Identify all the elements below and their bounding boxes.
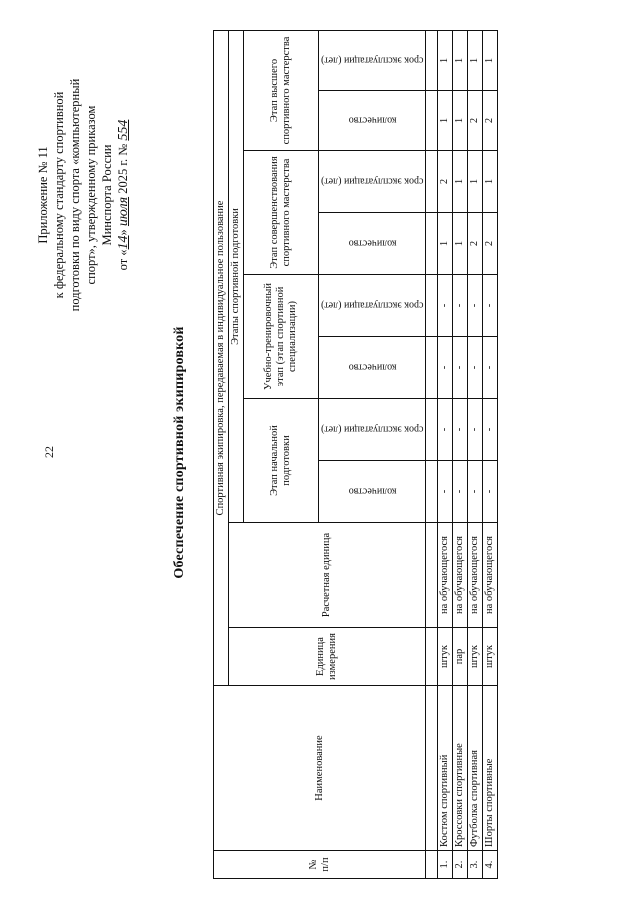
cell-s4-qty: 2 [483,91,498,151]
cell-name: Кроссовки спортивные [453,686,468,851]
cell-unit: штук [468,628,483,686]
cell-s2-term: - [453,275,468,337]
cell-s2-qty: - [468,337,483,399]
appendix-line-3: подготовки по виду спорта «компьютерный [68,78,82,312]
cell-s2-qty: - [483,337,498,399]
document-title: Обеспечение спортивной экипировкой [172,326,187,579]
page-number: 22 [42,446,56,458]
cell-s4-qty: 2 [468,91,483,151]
appendix-block [35,30,132,360]
header-term: срок эксплуатации (лет) [319,399,426,461]
table-row [483,30,498,878]
cell-s1-qty: - [453,461,468,523]
cell-calc: на обучающегося [483,523,498,628]
header-stage-2: Учебно-тренировочный этап (этап спортивной специализации) [244,275,319,399]
cell-num: 4. [483,851,498,879]
appendix-line-1: Приложение № 11 [36,146,50,244]
cell-s1-term: - [438,399,453,461]
cell-num: 1. [438,851,453,879]
header-term: срок эксплуатации (лет) [319,30,426,90]
cell-num: 3. [468,851,483,879]
header-name: Наименование [214,686,426,851]
cell-s1-term: - [453,399,468,461]
cell-s3-term: 2 [438,151,453,213]
cell-s3-term: 1 [468,151,483,213]
cell-s3-qty: 1 [453,213,468,275]
cell-name: Футболка спортивная [468,686,483,851]
header-stage-1: Этап начальной подготовки [244,399,319,523]
date-month: июля [116,196,131,227]
column-number-row [426,30,438,878]
cell-s1-qty: - [483,461,498,523]
date-prefix: от « [116,249,130,271]
header-term: срок эксплуатации (лет) [319,151,426,213]
cell-s1-qty: - [438,461,453,523]
cell-s3-term: 1 [453,151,468,213]
cell-unit: штук [438,628,453,686]
header-qty: количество [319,461,426,523]
date-mid: » [116,226,130,236]
cell-s4-qty: 1 [438,91,453,151]
header-unit: Единица измерения [229,628,426,686]
header-term: срок эксплуатации (лет) [319,275,426,337]
cell-s2-qty: - [438,337,453,399]
header-stages: Этапы спортивной подготовки [229,30,244,522]
header-calc-unit: Расчетная единица [229,523,426,628]
cell-s2-qty: - [453,337,468,399]
appendix-line-4: спорт», утвержденному приказом [84,105,98,285]
cell-s3-qty: 2 [468,213,483,275]
cell-calc: на обучающегося [438,523,453,628]
appendix-line-2: к федеральному стандарту спортивной [52,91,66,299]
cell-s4-term: 1 [468,30,483,90]
cell-num: 2. [453,851,468,879]
order-number: 554 [116,119,131,141]
cell-s4-term: 1 [438,30,453,90]
table-row [438,30,453,878]
cell-s3-qty: 1 [438,213,453,275]
header-qty: количество [319,213,426,275]
header-qty: количество [319,337,426,399]
cell-s1-qty: - [468,461,483,523]
cell-s1-term: - [468,399,483,461]
header-group: Спортивная экипировка, передаваемая в индивидуальное пользование [214,30,229,685]
cell-s1-term: - [483,399,498,461]
cell-name: Шорты спортивные [483,686,498,851]
cell-s4-term: 1 [483,30,498,90]
date-day: 14 [116,235,131,250]
cell-s4-term: 1 [453,30,468,90]
cell-unit: штук [483,628,498,686]
equipment-table [213,30,498,879]
appendix-line-5: Минспорта России [100,144,114,246]
cell-s3-qty: 2 [483,213,498,275]
date-year: 2025 г. № [116,140,130,197]
cell-unit: пар [453,628,468,686]
cell-s2-term: - [438,275,453,337]
cell-calc: на обучающегося [468,523,483,628]
header-qty: количество [319,91,426,151]
cell-s2-term: - [483,275,498,337]
cell-s3-term: 1 [483,151,498,213]
header-stage-3: Этап совершенствования спортивного мастерства [244,151,319,275]
table-row [468,30,483,878]
table-row [453,30,468,878]
cell-s4-qty: 1 [453,91,468,151]
header-num: № п/п [214,851,426,879]
header-stage-4: Этап высшего спортивного мастерства [244,30,319,150]
cell-s2-term: - [468,275,483,337]
cell-name: Костюм спортивный [438,686,453,851]
appendix-date-line [115,30,132,360]
cell-calc: на обучающегося [453,523,468,628]
